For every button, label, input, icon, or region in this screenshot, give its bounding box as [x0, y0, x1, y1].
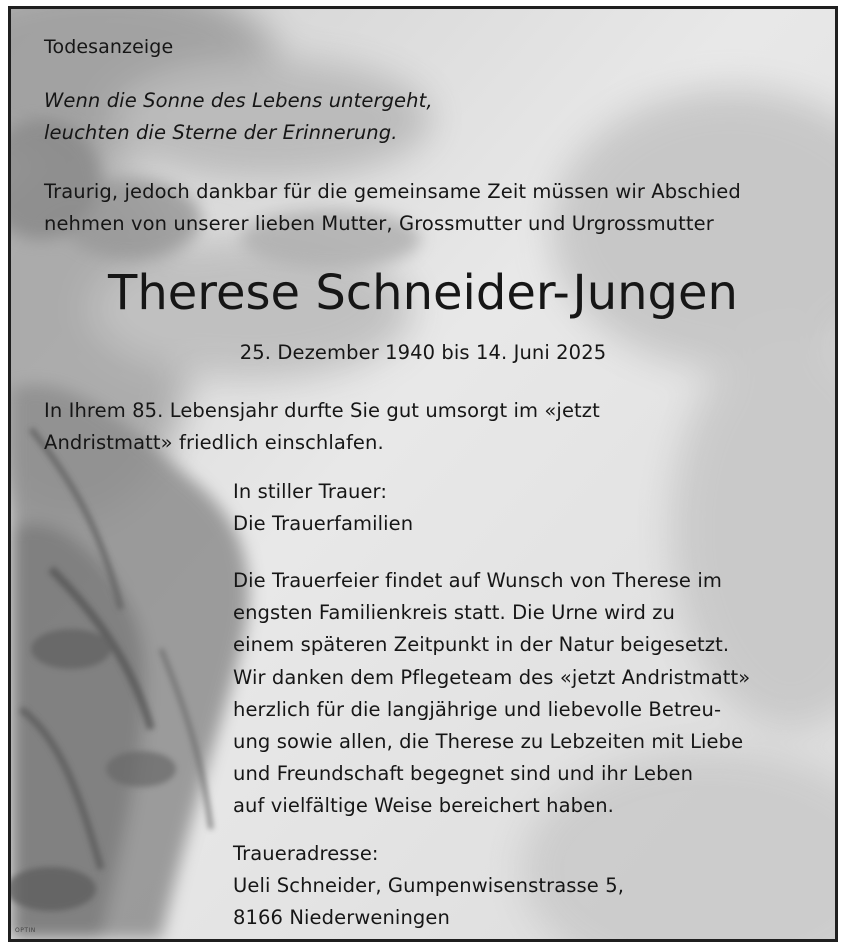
ceremony-line: Die Trauerfeier findet auf Wunsch von Therese im: [233, 569, 722, 592]
life-dates: 25. Dezember 1940 bis 14. Juni 2025: [239, 341, 607, 364]
mourners-block: [233, 476, 413, 540]
intro-line: Traurig, jedoch dankbar für die gemeinsame Zeit müssen wir Abschied: [44, 180, 741, 203]
ceremony-line: einem späteren Zeitpunkt in der Natur beigesetzt.: [233, 633, 730, 656]
address-line: Ueli Schneider, Gumpenwisenstrasse 5,: [233, 874, 624, 897]
thanks-line: auf vielfältige Weise bereichert haben.: [233, 794, 614, 817]
life-line: In Ihrem 85. Lebensjahr durfte Sie gut umsorgt im «jetzt: [44, 399, 600, 422]
thanks-line: und Freundschaft begegnet sind und ihr Leben: [233, 762, 694, 785]
thanks-line: Wir danken dem Pflegeteam des «jetzt Andristmatt»: [233, 666, 751, 689]
thanks-line: herzlich für die langjährige und liebevolle Betreu-: [233, 698, 722, 721]
notice-type-label: Todesanzeige: [44, 36, 174, 58]
notice-frame: [8, 6, 838, 942]
deceased-name: Therese Schneider-Jungen: [108, 265, 738, 321]
motto-line: leuchten die Sterne der Erinnerung.: [44, 121, 398, 144]
thanks-line: ung sowie allen, die Therese zu Lebzeiten mit Liebe: [233, 730, 744, 753]
notice-content: [11, 9, 835, 939]
address-line: Traueradresse:: [233, 842, 379, 865]
ceremony-line: engsten Familienkreis statt. Die Urne wird zu: [233, 601, 676, 624]
publisher-mark: OPTIN: [15, 927, 36, 934]
address-line: 8166 Niederweningen: [233, 906, 450, 929]
mourning-address: [233, 838, 624, 934]
life-text: [44, 395, 600, 459]
mourners-line: In stiller Trauer:: [233, 480, 387, 503]
life-line: Andristmatt» friedlich einschlafen.: [44, 431, 384, 454]
motto-line: Wenn die Sonne des Lebens untergeht,: [44, 89, 433, 112]
intro-line: nehmen von unserer lieben Mutter, Grossmutter und Urgrossmutter: [44, 212, 714, 235]
ceremony-text: [233, 565, 729, 661]
motto-quote: [44, 85, 433, 149]
mourners-line: Die Trauerfamilien: [233, 512, 414, 535]
intro-text: [44, 176, 741, 240]
thanks-text: [233, 662, 750, 822]
